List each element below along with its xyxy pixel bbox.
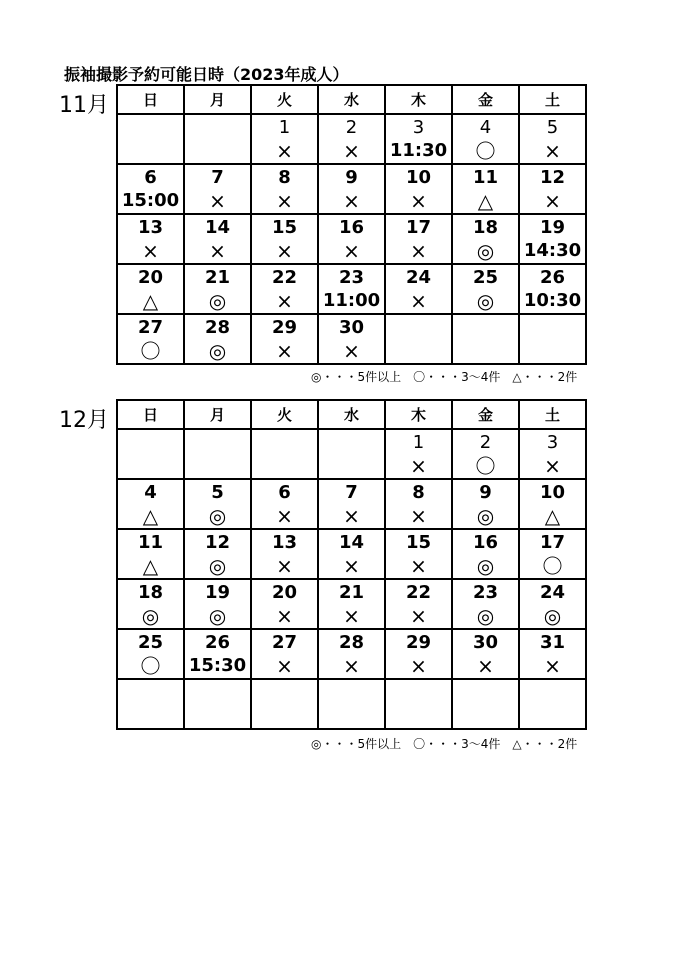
- day-number: 22: [405, 582, 432, 603]
- day-cell: [318, 164, 385, 214]
- day-number: 5: [211, 482, 224, 503]
- availability-mark: ×: [544, 189, 561, 213]
- day-cell: [117, 529, 184, 579]
- week-row: [117, 479, 586, 529]
- empty-cell: [117, 679, 184, 729]
- availability-mark: ×: [276, 504, 293, 528]
- availability-mark: ×: [343, 654, 360, 678]
- day-number: 3: [412, 117, 425, 138]
- day-cell: [117, 264, 184, 314]
- day-number: 11: [137, 532, 164, 553]
- availability-mark: ◎: [543, 604, 562, 628]
- day-number: 23: [338, 267, 365, 288]
- weekday-thu: 木: [385, 400, 452, 429]
- day-cell: [184, 479, 251, 529]
- day-number: 24: [539, 582, 566, 603]
- day-number: 1: [412, 432, 425, 453]
- day-number: 20: [137, 267, 164, 288]
- day-cell: [117, 314, 184, 364]
- day-cell: [519, 579, 586, 629]
- calendar-november: [116, 84, 587, 365]
- day-number: 7: [345, 482, 358, 503]
- day-number: 15: [271, 217, 298, 238]
- week-row: [117, 629, 586, 679]
- weekday-fri: 金: [452, 400, 519, 429]
- day-number: 13: [271, 532, 298, 553]
- availability-mark: ×: [343, 554, 360, 578]
- day-cell: [385, 479, 452, 529]
- day-number: 10: [405, 167, 432, 188]
- day-number: 14: [338, 532, 365, 553]
- day-cell: [452, 529, 519, 579]
- day-cell: [184, 579, 251, 629]
- weekday-tue: 火: [251, 85, 318, 114]
- day-number: 5: [546, 117, 559, 138]
- day-cell: [519, 429, 586, 479]
- day-number: 23: [472, 582, 499, 603]
- weekday-sun: 日: [117, 85, 184, 114]
- day-number: 30: [472, 632, 499, 653]
- availability-mark: △: [142, 554, 159, 578]
- day-cell: [251, 529, 318, 579]
- availability-mark: ◎: [476, 239, 495, 263]
- day-number: 6: [278, 482, 291, 503]
- available-time: 15:00: [121, 190, 180, 211]
- weekday-sun: 日: [117, 400, 184, 429]
- day-number: 18: [137, 582, 164, 603]
- day-number: 11: [472, 167, 499, 188]
- day-cell: [251, 579, 318, 629]
- day-number: 21: [338, 582, 365, 603]
- availability-mark: ×: [343, 504, 360, 528]
- day-number: 26: [539, 267, 566, 288]
- day-number: 4: [144, 482, 157, 503]
- day-number: 13: [137, 217, 164, 238]
- day-number: 7: [211, 167, 224, 188]
- day-cell: [519, 529, 586, 579]
- day-number: 17: [539, 532, 566, 553]
- availability-mark: △: [544, 504, 561, 528]
- day-cell: [452, 264, 519, 314]
- availability-mark: ×: [477, 654, 494, 678]
- available-time: 11:30: [389, 140, 448, 161]
- availability-mark: ×: [343, 339, 360, 363]
- day-cell: [184, 264, 251, 314]
- legend-december: ◎・・・5件以上 〇・・・3～4件 △・・・2件: [311, 737, 578, 751]
- empty-cell: [519, 679, 586, 729]
- day-cell: [318, 629, 385, 679]
- empty-cell: [318, 429, 385, 479]
- empty-cell: [385, 679, 452, 729]
- weekday-sat: 土: [519, 85, 586, 114]
- day-number: 28: [338, 632, 365, 653]
- weekday-thu: 木: [385, 85, 452, 114]
- availability-mark: ×: [410, 289, 427, 313]
- empty-cell: [184, 679, 251, 729]
- availability-mark: ◎: [476, 554, 495, 578]
- empty-cell: [318, 679, 385, 729]
- day-number: 25: [137, 632, 164, 653]
- availability-mark: ×: [544, 454, 561, 478]
- day-number: 27: [271, 632, 298, 653]
- day-cell: [251, 629, 318, 679]
- week-row: [117, 429, 586, 479]
- month-label-november: 11月: [59, 93, 109, 118]
- day-cell: [452, 214, 519, 264]
- day-number: 19: [539, 217, 566, 238]
- empty-cell: [251, 679, 318, 729]
- availability-mark: ×: [276, 139, 293, 163]
- day-cell: [251, 264, 318, 314]
- availability-mark: ×: [343, 604, 360, 628]
- day-number: 19: [204, 582, 231, 603]
- day-cell: [251, 114, 318, 164]
- day-cell: [452, 429, 519, 479]
- availability-mark: 〇: [475, 139, 496, 163]
- availability-mark: 〇: [542, 554, 563, 578]
- day-cell: [318, 114, 385, 164]
- day-number: 14: [204, 217, 231, 238]
- week-row: [117, 314, 586, 364]
- day-cell: [452, 629, 519, 679]
- day-cell: [519, 479, 586, 529]
- day-number: 9: [479, 482, 492, 503]
- empty-cell: [519, 314, 586, 364]
- day-cell: [385, 529, 452, 579]
- week-row: [117, 164, 586, 214]
- weekday-wed: 水: [318, 400, 385, 429]
- day-number: 12: [204, 532, 231, 553]
- availability-mark: ◎: [208, 604, 227, 628]
- day-cell: [117, 214, 184, 264]
- day-number: 28: [204, 317, 231, 338]
- day-number: 8: [412, 482, 425, 503]
- availability-mark: ×: [209, 239, 226, 263]
- month-label-december: 12月: [59, 408, 109, 433]
- day-cell: [318, 579, 385, 629]
- calendar-december: [116, 399, 587, 730]
- day-number: 15: [405, 532, 432, 553]
- availability-mark: ×: [544, 654, 561, 678]
- day-number: 20: [271, 582, 298, 603]
- day-number: 6: [144, 167, 157, 188]
- day-number: 25: [472, 267, 499, 288]
- availability-mark: ◎: [208, 504, 227, 528]
- empty-cell: [251, 429, 318, 479]
- availability-mark: ×: [276, 189, 293, 213]
- day-cell: [251, 214, 318, 264]
- day-number: 26: [204, 632, 231, 653]
- empty-cell: [452, 314, 519, 364]
- day-cell: [519, 164, 586, 214]
- availability-mark: ×: [276, 554, 293, 578]
- day-number: 22: [271, 267, 298, 288]
- availability-mark: ◎: [208, 339, 227, 363]
- available-time: 14:30: [523, 240, 582, 261]
- day-number: 29: [271, 317, 298, 338]
- day-cell: [519, 264, 586, 314]
- day-cell: [318, 529, 385, 579]
- day-number: 2: [345, 117, 358, 138]
- availability-mark: ×: [142, 239, 159, 263]
- day-number: 21: [204, 267, 231, 288]
- day-cell: [318, 479, 385, 529]
- day-cell: [117, 479, 184, 529]
- availability-mark: ×: [343, 189, 360, 213]
- availability-mark: ×: [410, 504, 427, 528]
- weekday-sat: 土: [519, 400, 586, 429]
- availability-mark: 〇: [475, 454, 496, 478]
- day-cell: [385, 429, 452, 479]
- week-row: [117, 529, 586, 579]
- day-cell: [251, 314, 318, 364]
- day-number: 3: [546, 432, 559, 453]
- day-number: 17: [405, 217, 432, 238]
- week-row: [117, 114, 586, 164]
- day-number: 27: [137, 317, 164, 338]
- availability-mark: ×: [276, 239, 293, 263]
- day-number: 1: [278, 117, 291, 138]
- day-number: 18: [472, 217, 499, 238]
- week-row: [117, 679, 586, 729]
- availability-mark: ×: [410, 454, 427, 478]
- day-cell: [452, 164, 519, 214]
- day-cell: [385, 264, 452, 314]
- day-cell: [519, 114, 586, 164]
- availability-mark: △: [142, 289, 159, 313]
- availability-mark: ×: [410, 189, 427, 213]
- week-row: [117, 264, 586, 314]
- empty-cell: [184, 429, 251, 479]
- empty-cell: [117, 114, 184, 164]
- day-number: 29: [405, 632, 432, 653]
- empty-cell: [385, 314, 452, 364]
- day-cell: [184, 214, 251, 264]
- empty-cell: [452, 679, 519, 729]
- availability-mark: ×: [544, 139, 561, 163]
- availability-mark: ×: [276, 289, 293, 313]
- weekday-mon: 月: [184, 400, 251, 429]
- day-cell: [251, 164, 318, 214]
- day-number: 4: [479, 117, 492, 138]
- week-row: [117, 214, 586, 264]
- day-cell: [318, 264, 385, 314]
- availability-mark: ×: [209, 189, 226, 213]
- availability-mark: △: [142, 504, 159, 528]
- day-cell: [251, 479, 318, 529]
- available-time: 15:30: [188, 655, 247, 676]
- availability-mark: ◎: [141, 604, 160, 628]
- week-row: [117, 579, 586, 629]
- availability-mark: ◎: [208, 554, 227, 578]
- availability-mark: ×: [343, 239, 360, 263]
- day-cell: [385, 214, 452, 264]
- day-number: 31: [539, 632, 566, 653]
- day-cell: [117, 629, 184, 679]
- availability-mark: ×: [276, 339, 293, 363]
- availability-mark: ◎: [208, 289, 227, 313]
- availability-mark: ◎: [476, 604, 495, 628]
- day-cell: [385, 114, 452, 164]
- availability-mark: ×: [343, 139, 360, 163]
- day-number: 30: [338, 317, 365, 338]
- availability-mark: ×: [410, 604, 427, 628]
- availability-mark: ×: [276, 604, 293, 628]
- day-cell: [385, 164, 452, 214]
- availability-mark: ×: [276, 654, 293, 678]
- page-title: 振袖撮影予約可能日時（2023年成人）: [64, 65, 349, 84]
- day-cell: [184, 164, 251, 214]
- day-cell: [385, 629, 452, 679]
- empty-cell: [117, 429, 184, 479]
- availability-mark: 〇: [140, 654, 161, 678]
- availability-mark: ×: [410, 554, 427, 578]
- day-cell: [318, 214, 385, 264]
- availability-mark: 〇: [140, 339, 161, 363]
- weekday-header-row: [117, 85, 586, 114]
- weekday-fri: 金: [452, 85, 519, 114]
- weekday-mon: 月: [184, 85, 251, 114]
- available-time: 10:30: [523, 290, 582, 311]
- availability-mark: ×: [410, 654, 427, 678]
- day-cell: [184, 314, 251, 364]
- legend-november: ◎・・・5件以上 〇・・・3～4件 △・・・2件: [311, 370, 578, 384]
- day-number: 12: [539, 167, 566, 188]
- weekday-header-row: [117, 400, 586, 429]
- day-cell: [184, 529, 251, 579]
- availability-mark: ◎: [476, 504, 495, 528]
- availability-mark: ◎: [476, 289, 495, 313]
- day-number: 16: [472, 532, 499, 553]
- day-cell: [452, 114, 519, 164]
- day-cell: [184, 629, 251, 679]
- day-cell: [385, 579, 452, 629]
- day-cell: [318, 314, 385, 364]
- day-number: 16: [338, 217, 365, 238]
- day-number: 24: [405, 267, 432, 288]
- day-cell: [519, 629, 586, 679]
- day-cell: [452, 579, 519, 629]
- weekday-wed: 水: [318, 85, 385, 114]
- empty-cell: [184, 114, 251, 164]
- weekday-tue: 火: [251, 400, 318, 429]
- day-cell: [519, 214, 586, 264]
- available-time: 11:00: [322, 290, 381, 311]
- day-number: 8: [278, 167, 291, 188]
- day-number: 2: [479, 432, 492, 453]
- availability-mark: △: [477, 189, 494, 213]
- availability-mark: ×: [410, 239, 427, 263]
- day-cell: [117, 579, 184, 629]
- day-cell: [117, 164, 184, 214]
- day-number: 10: [539, 482, 566, 503]
- day-number: 9: [345, 167, 358, 188]
- day-cell: [452, 479, 519, 529]
